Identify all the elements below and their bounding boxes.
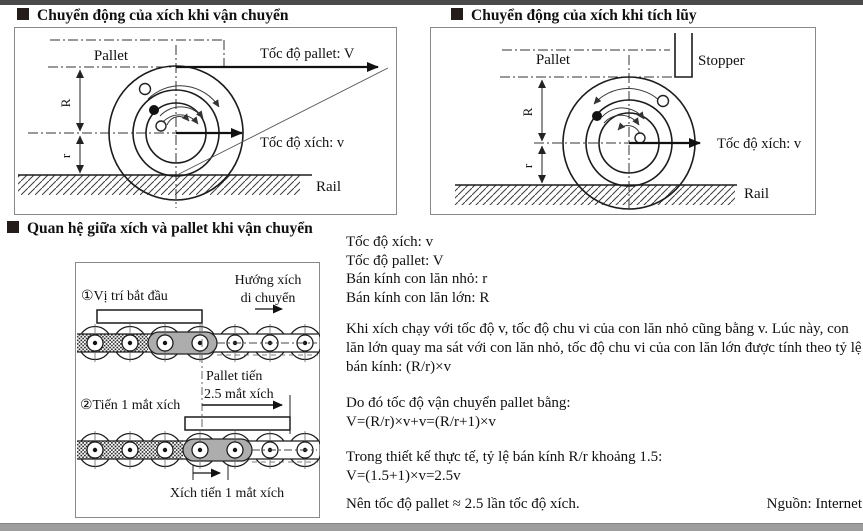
note-conclusion: Nên tốc độ pallet ≈ 2.5 lần tốc độ xích. [346, 495, 580, 512]
note-practical-intro: Trong thiết kế thực tế, tỷ lệ bán kính R/r khoảng 1.5: [346, 449, 663, 466]
note-practical-formula: V=(1.5+1)×v=2.5v [346, 467, 461, 484]
note-formula: V=(R/r)×v+v=(R/r+1)×v [346, 413, 496, 430]
pallet-speed-label: Tốc độ pallet: V [260, 46, 355, 62]
note-var-chain-speed: Tốc độ xích: v [346, 234, 434, 250]
chain-advance-label: Xích tiến 1 mắt xích [169, 486, 285, 501]
section-title-relation-text: Quan hệ giữa xích và pallet khi vận chuyển [27, 220, 313, 237]
pallet-advance-label-line1: Pallet tiến [206, 369, 263, 384]
top-border-bar [0, 0, 863, 5]
pallet-advance-label-line2: 2.5 mắt xích [204, 387, 274, 402]
step2-label: ②Tiến 1 mắt xích [80, 398, 181, 413]
note-paragraph-formula [346, 394, 862, 431]
direction-label-line2: di chuyển [240, 291, 296, 306]
bottom-border-bar [0, 523, 863, 531]
note-var-small-radius: Bán kính con lăn nhỏ: r [346, 271, 488, 288]
note-var-pallet-speed: Tốc độ pallet: V [346, 252, 444, 269]
transport-diagram [14, 27, 397, 215]
section-marker-icon [7, 221, 19, 233]
direction-label-line1: Hướng xích [234, 273, 302, 288]
note-paragraph-friction: Khi xích chạy với tốc độ v, tốc độ chu vi của con lăn nhỏ cũng bằng v. Lúc này, con lăn lớn quay ma sát với con lăn nhỏ, tốc độ chu vi của con lăn lớn được tính theo tỷ lệ bán kính: (R/r)×v [346, 321, 862, 375]
rail-ground [18, 175, 312, 195]
pallet-advanced [185, 417, 290, 430]
rail-label: Rail [316, 179, 341, 195]
section-marker-icon [17, 8, 29, 20]
rail-ground [455, 185, 737, 205]
source-label: Nguồn: Internet [766, 495, 862, 512]
rail-label: Rail [744, 186, 769, 202]
chain-relation-diagram [75, 262, 320, 518]
section-title-accumulate-text: Chuyển động của xích khi tích lũy [471, 7, 697, 24]
pallet-label: Pallet [93, 48, 129, 64]
radius-large-label: R [520, 107, 535, 117]
section-title-transport-text: Chuyển động của xích khi vận chuyển [37, 7, 289, 24]
accumulate-diagram [430, 27, 816, 215]
radius-small-label: r [58, 153, 73, 159]
note-paragraph-practical [346, 448, 862, 485]
section-title-accumulate [451, 7, 697, 25]
stopper-label: Stopper [698, 53, 745, 69]
notes-panel [346, 233, 862, 513]
section-title-transport [17, 7, 289, 25]
note-var-large-radius: Bán kính con lăn lớn: R [346, 289, 490, 306]
pallet-start [97, 310, 202, 323]
section-marker-icon [451, 8, 463, 20]
chain-speed-label: Tốc độ xích: v [260, 135, 345, 151]
radius-large-label: R [58, 98, 73, 108]
radius-small-label: r [520, 163, 535, 169]
step1-label: ①Vị trí bắt đầu [81, 289, 168, 304]
section-title-relation [7, 220, 313, 238]
pallet-label: Pallet [535, 52, 571, 68]
chain-speed-label: Tốc độ xích: v [717, 136, 802, 152]
note-formula-intro: Do đó tốc độ vận chuyển pallet bằng: [346, 395, 571, 412]
note-footer [346, 495, 862, 514]
